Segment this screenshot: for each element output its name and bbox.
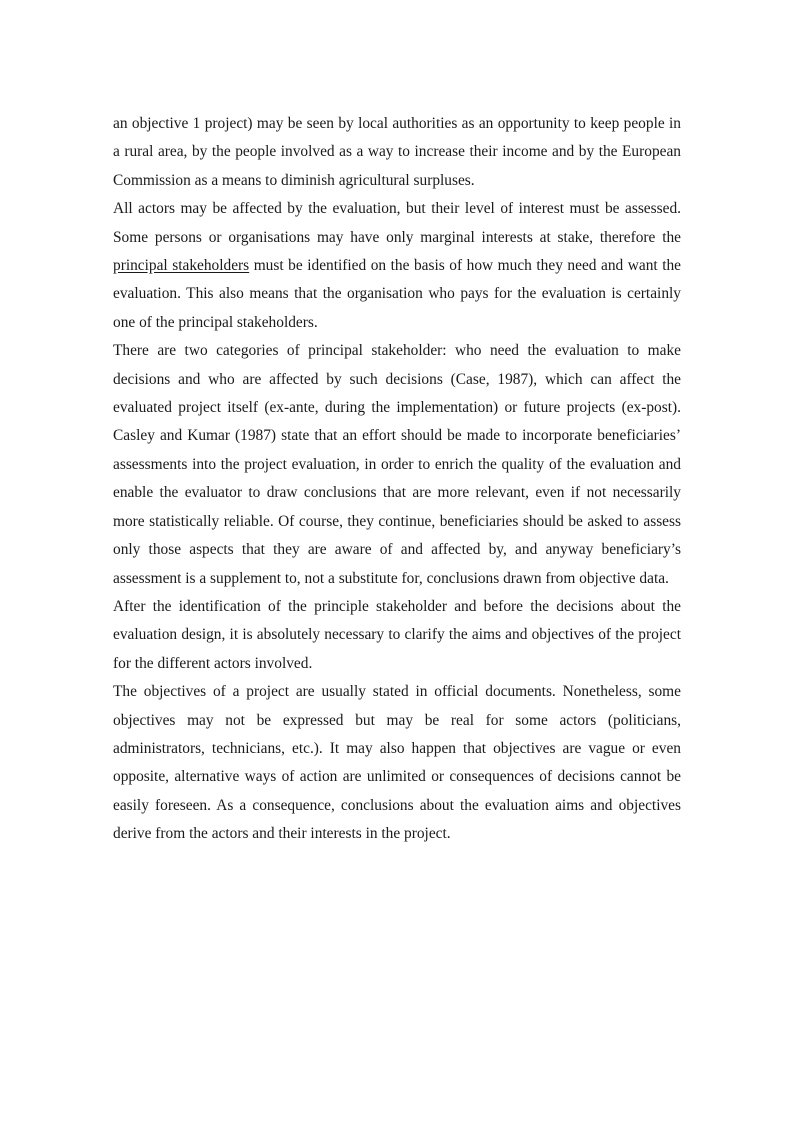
paragraph-2-before: All actors may be affected by the evaluation, but their level of interest must be assessed. Some persons or organisations may have only marginal interests at stake, therefore the — [113, 200, 681, 246]
paragraph-1: an objective 1 project) may be seen by local authorities as an opportunity to keep people in a rural area, by the people involved as a way to increase their income and by the European Commission as a means to diminish agricultural surpluses. — [113, 115, 681, 189]
underlined-term: principal stakeholders — [113, 257, 250, 275]
paragraph-3: There are two categories of principal stakeholder: who need the evaluation to make decisions and who are affected by such decisions (Case, 1987), which can affect the evaluated project itself (ex-ante, during the implementation) or future projects (ex-post). Casley and Kumar (1987) state that an effort should be made to incorporate beneficiaries’ assessments into the project evaluation, in order to enrich the quality of the evaluation and enable the evaluator to draw conclusions that are more relevant, even if not necessarily more statistically reliable. Of course, they continue, beneficiaries should be asked to assess only those aspects that they are aware of and affected by, and anyway beneficiary’s assessment is a supplement to, not a substitute for, conclusions drawn from objective data. — [113, 342, 681, 587]
paragraph-5: The objectives of a project are usually stated in official documents. Nonetheless, some objectives may not be expressed but may be real for some actors (politicians, administrators, technicians, etc.). It may also happen that objectives are vague or even opposite, alternative ways of action are unlimited or consequences of decisions cannot be easily foreseen. As a consequence, conclusions about the evaluation aims and objectives derive from the actors and their interests in the project. — [113, 683, 681, 843]
paragraph-2 — [113, 195, 681, 337]
body-text — [113, 110, 681, 849]
paragraph-4: After the identification of the principle stakeholder and before the decisions about the evaluation design, it is absolutely necessary to clarify the aims and objectives of the project for the different actors involved. — [113, 597, 681, 672]
paragraph-2-after: must be identified on the basis of how much they need and want the evaluation. This also means that the organisation who pays for the evaluation is certainly one of the principal stakeholders. — [113, 257, 681, 331]
